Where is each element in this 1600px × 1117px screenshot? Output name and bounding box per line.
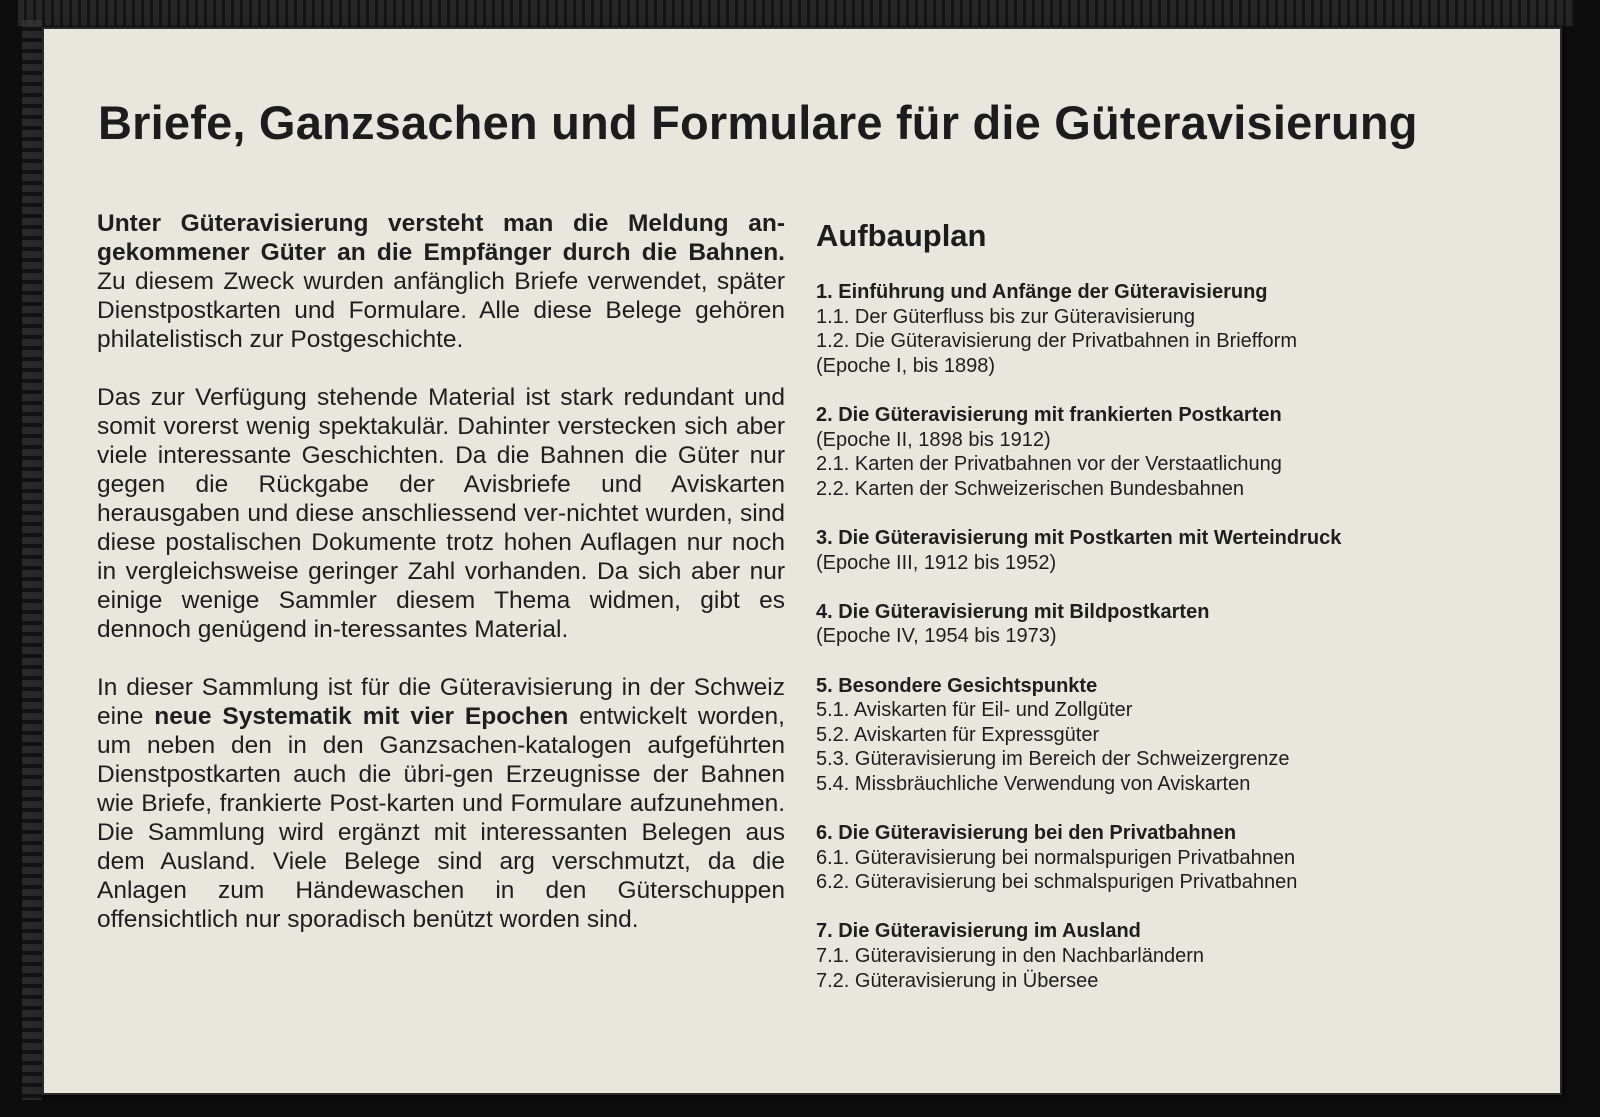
plan-section-title: 1. Einführung und Anfänge der Güteravisierung [816,281,1268,303]
plan-line: (Epoche II, 1898 bis 1912) [816,428,1051,451]
plan-line: 6.1. Güteravisierung bei normalspurigen Privatbahnen [816,846,1296,869]
plan-section-title: 4. Die Güteravisierung mit Bildpostkarten [816,600,1210,623]
plan-line: 7.2. Güteravisierung in Übersee [816,969,1099,992]
plan-heading: Aufbauplan [816,218,987,253]
plan-line: 5.3. Güteravisierung im Bereich der Schweizergrenze [816,748,1290,771]
intro-paragraph-2: Das zur Verfügung stehende Material ist stark redundant und somit vorerst wenig spektakulär. Dahinter verstecken sich aber viele interessante Geschichten. Da die Bahnen die Güter nur gegen die Rückgabe der Avisbriefe und Aviskarten herausgaben und diese anschliessend ver-nichtet wurden, sind diese postalischen Dokumente trotz hohen Auflagen nur noch in vergleichsweise geringer Zahl vorhanden. Da sich aber nur einige wenige Sammler diesem Thema widmen, gibt es dennoch genügend in-teressantes Material. [97,384,785,643]
plan-line: 1.1. Der Güterfluss bis zur Güteravisierung [816,305,1196,328]
plan-section [816,600,1516,649]
plan-line: 6.2. Güteravisierung bei schmalspurigen Privatbahnen [816,871,1298,894]
plan-section [816,526,1516,575]
intro-paragraph-3 [97,673,785,934]
sleeve-left-edge [22,20,42,1100]
plan-line: 5.1. Aviskarten für Eil- und Zollgüter [816,699,1133,722]
plan-line: 5.2. Aviskarten für Expressgüter [816,723,1100,746]
plan-section-title: 6. Die Güteravisierung bei den Privatbahnen [816,822,1237,845]
plan-section [816,919,1516,993]
intro-p3-bold: neue Systematik mit vier Epochen [154,703,569,730]
plan-section [816,403,1516,501]
plan-line: 1.2. Die Güteravisierung der Privatbahnen in Briefform [816,330,1297,353]
plan-section [816,674,1516,797]
plan-section-title: 3. Die Güteravisierung mit Postkarten mit Werteindruck [816,526,1342,549]
plan-section-title: 2. Die Güteravisierung mit frankierten Postkarten [816,403,1282,426]
plan-section [816,821,1516,895]
plan-section-title: 5. Besondere Gesichtspunkte [816,674,1098,697]
intro-p3-start: In dieser Sammlung ist für die Güteravisierung in der Schweiz eine [97,674,785,730]
plan-line: 2.2. Karten der Schweizerischen Bundesbahnen [816,477,1245,500]
intro-p1-rest: Zu diesem Zweck wurden anfänglich Briefe verwendet, später Dienstpostkarten und Formulare. Alle diese Belege gehören philatelistisch zur Postgeschichte. [97,268,785,353]
plan-line: (Epoche I, bis 1898) [816,354,995,377]
intro-paragraph-1 [97,209,785,354]
exhibit-sheet [42,27,1562,1095]
page-title: Briefe, Ganzsachen und Formulare für die Güteravisierung [98,96,1418,149]
intro-text [97,209,785,963]
plan-line: (Epoche IV, 1954 bis 1973) [816,625,1057,648]
plan-line: 7.1. Güteravisierung in den Nachbarländern [816,945,1205,968]
plan-list [816,280,1516,1018]
intro-p3-end: entwickelt worden, um neben den in den Ganzsachen-katalogen aufgeführten Dienstpostkarten auch die übri-gen Erzeugnisse der Bahnen wie Briefe, frankierte Post-karten und Formulare aufzunehmen. Die Sammlung wird ergänzt mit interessanten Belegen aus dem Ausland. Viele Belege sind arg verschmutzt, da die Anlagen zum Händewaschen in den Güterschuppen offensichtlich nur sporadisch benützt worden sind. [97,703,785,933]
plan-line: (Epoche III, 1912 bis 1952) [816,551,1057,574]
plan-section-title: 7. Die Güteravisierung im Ausland [816,920,1141,943]
plan-section [816,280,1516,378]
intro-p1-bold: Unter Güteravisierung versteht man die Meldung an-gekommener Güter an die Empfänger durch die Bahnen. [97,210,785,266]
sleeve-top-edge [18,0,1574,26]
plan-line: 5.4. Missbräuchliche Verwendung von Aviskarten [816,772,1251,795]
plan-line: 2.1. Karten der Privatbahnen vor der Verstaatlichung [816,453,1282,476]
